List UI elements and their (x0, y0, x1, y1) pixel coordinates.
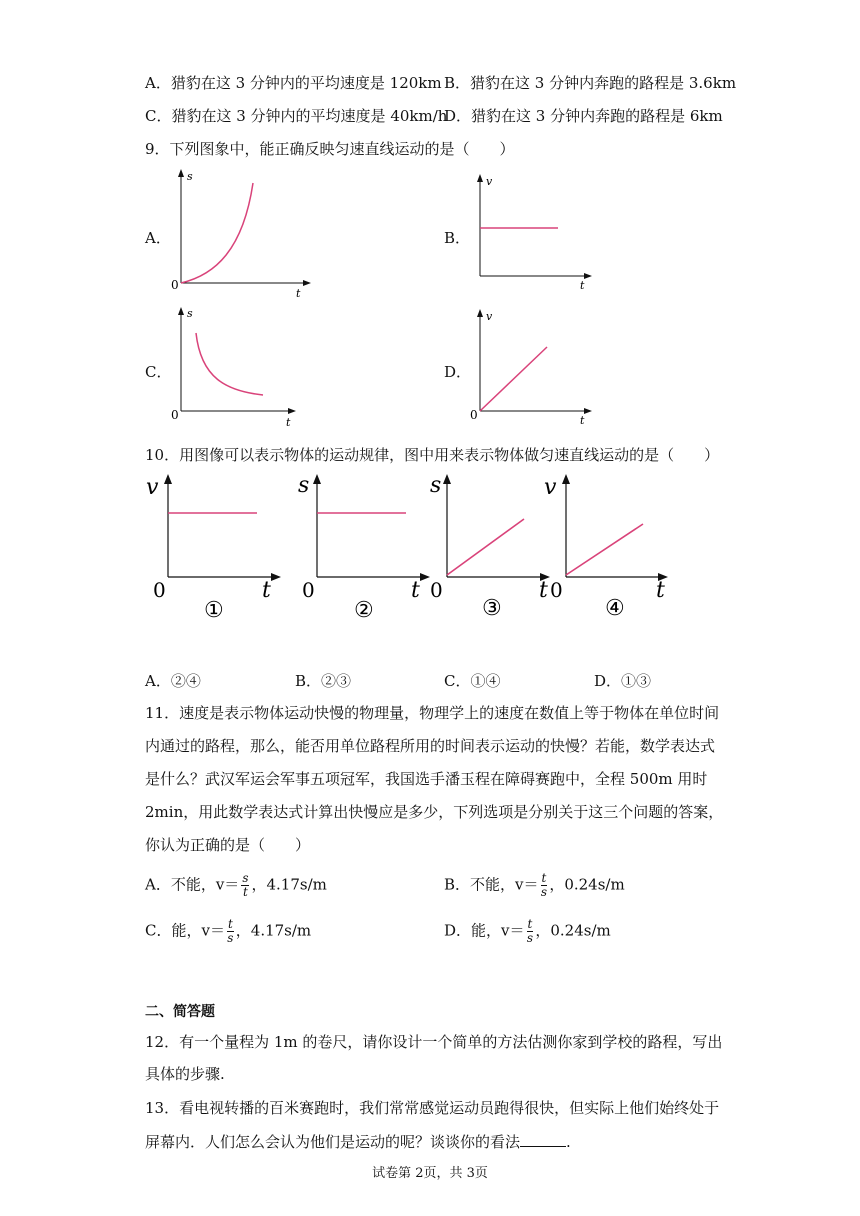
q9-d-ylabel: v (486, 310, 493, 323)
q10-1-tag: ① (204, 598, 224, 623)
q8-option-b: B．猎豹在这 3 分钟内奔跑的路程是 3.6km (444, 74, 737, 92)
q9-a-ylabel: s (187, 170, 193, 183)
q9-label-b: B． (444, 229, 471, 247)
q10-2-tag: ② (354, 598, 374, 623)
answer-blank[interactable] (520, 1132, 566, 1147)
q11-line-4: 2min，用此数学表达式计算出快慢应是多少，下列选项是分别关于这三个问题的答案， (145, 803, 724, 821)
q10-3-origin: 0 (430, 578, 443, 602)
q11-option-a: A．不能，v＝ $\frac{s}{t}$ ，4.17s/m (145, 871, 327, 899)
q10-2-xlabel: t (411, 578, 420, 603)
q10-graph-2 (298, 473, 430, 623)
q9-a-xlabel: t (296, 287, 301, 300)
q11-line-3: 是什么？武汉军运会军事五项冠军，我国选手潘玉程在障碍赛跑中，全程 500m 用时 (145, 770, 708, 788)
q10-option-a: A．②④ (145, 672, 201, 690)
q10-graph-4 (544, 474, 668, 621)
q10-3-curve (447, 519, 524, 575)
q9-c-ylabel: s (187, 307, 193, 320)
q10-4-tag: ④ (605, 596, 625, 621)
q9-label-d: D． (444, 363, 472, 381)
q11-option-d: D．能，v＝ $\frac{t}{s}$ ，0.24s/m (444, 917, 611, 945)
q9-graph-b (466, 170, 596, 295)
q9-stem: 9．下列图象中，能正确反映匀速直线运动的是（ ） (145, 140, 515, 158)
q10-option-b: B．②③ (295, 672, 352, 690)
q10-1-xlabel: t (262, 578, 271, 603)
q10-1-origin: 0 (153, 578, 166, 602)
q8-option-d: D．猎豹在这 3 分钟内奔跑的路程是 6km (444, 107, 723, 125)
q9-c-xlabel: t (286, 416, 291, 429)
q10-option-d: D．①③ (594, 672, 652, 690)
q8-option-a: A．猎豹在这 3 分钟内的平均速度是 120km (145, 74, 442, 92)
q9-label-a: A． (145, 229, 171, 247)
q10-option-c: C．①④ (444, 672, 501, 690)
section-title: 二、简答题 (145, 1004, 215, 1020)
q10-1-ylabel: v (146, 475, 159, 500)
q10-3-xlabel: t (539, 578, 548, 603)
q9-b-ylabel: v (486, 175, 493, 188)
q11-option-b: B．不能，v＝ $\frac{t}{s}$ ，0.24s/m (444, 871, 625, 899)
q11-option-c: C．能，v＝ $\frac{t}{s}$ ，4.17s/m (145, 917, 312, 945)
q9-c-curve (196, 333, 263, 395)
q9-label-c: C． (145, 363, 172, 381)
q10-graph-1 (146, 474, 281, 623)
page-footer: 试卷第 2页，共 3页 (372, 1166, 488, 1181)
q9-c-origin: 0 (171, 408, 179, 422)
q10-3-tag: ③ (482, 596, 502, 621)
q12-line-1: 12．有一个量程为 1m 的卷尺，请你设计一个简单的方法估测你家到学校的路程，写出 (145, 1033, 723, 1051)
q10-4-curve (566, 524, 643, 575)
q10-2-ylabel: s (298, 473, 310, 498)
q10-4-xlabel: t (656, 578, 665, 603)
q10-graph-3 (430, 473, 550, 621)
q10-stem: 10．用图像可以表示物体的运动规律，图中用来表示物体做匀速直线运动的是（ ） (145, 446, 720, 464)
q9-graph-c (166, 303, 306, 431)
q9-d-curve (480, 347, 547, 411)
q11-line-2: 内通过的路程，那么，能否用单位路程所用的时间表示运动的快慢？若能，数学表达式 (145, 737, 716, 755)
q11-line-1: 11．速度是表示物体运动快慢的物理量，物理学上的速度在数值上等于物体在单位时间 (145, 704, 720, 722)
q8-option-c: C．猎豹在这 3 分钟内的平均速度是 40km/h (145, 107, 448, 125)
q12-line-2: 具体的步骤. (145, 1065, 225, 1083)
q10-2-origin: 0 (302, 578, 315, 602)
q11-line-5: 你认为正确的是（ ） (145, 836, 311, 854)
q9-d-xlabel: t (580, 414, 585, 427)
q9-graph-d (466, 305, 596, 430)
q10-4-origin: 0 (550, 578, 563, 602)
q10-4-ylabel: v (544, 475, 557, 500)
q13-line-1: 13．看电视转播的百米赛跑时，我们常常感觉运动员跑得很快，但实际上他们始终处于 (145, 1099, 720, 1117)
q9-a-curve (181, 183, 253, 283)
q9-b-xlabel: t (580, 279, 585, 292)
q10-graphs (140, 470, 680, 630)
q9-d-origin: 0 (470, 408, 478, 422)
q13-line-2: 屏幕内．人们怎么会认为他们是运动的呢？谈谈你的看法 . (145, 1133, 571, 1151)
q9-graph-a (165, 165, 315, 300)
q9-a-origin: 0 (171, 278, 179, 292)
q10-3-ylabel: s (430, 473, 442, 498)
